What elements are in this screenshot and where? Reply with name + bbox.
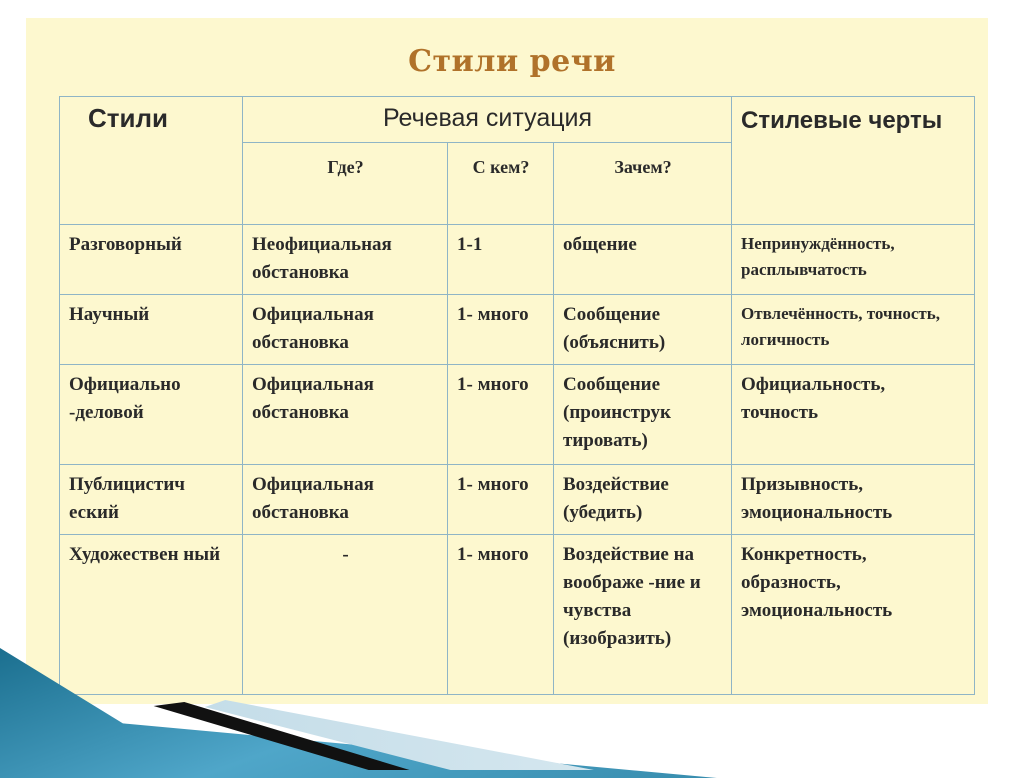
header-row	[60, 97, 975, 143]
row-with-whom: 1- много	[448, 535, 554, 695]
row-with-whom: 1- много	[448, 465, 554, 535]
row-why: Сообщение (проинструк тировать)	[554, 365, 732, 465]
row-features: Призывность, эмоциональность	[732, 465, 975, 535]
row-where: Неофициальная обстановка	[243, 225, 448, 295]
header-where: Где?	[243, 143, 448, 225]
header-why: Зачем?	[554, 143, 732, 225]
row-why: Воздействие (убедить)	[554, 465, 732, 535]
header-with-whom: С кем?	[448, 143, 554, 225]
row-style: Разговорный	[60, 225, 243, 295]
row-features: Официальность, точность	[732, 365, 975, 465]
row-with-whom: 1-1	[448, 225, 554, 295]
row-features: Непринуждённость, расплывчатость	[732, 225, 975, 295]
row-features: Отвлечённость, точность, логичность	[732, 295, 975, 365]
row-why: Воздействие на воображе -ние и чувства (изобразить)	[554, 535, 732, 695]
styles-table-wrapper	[59, 96, 975, 695]
slide-title: Стили речи	[408, 44, 616, 79]
row-where: Официальная обстановка	[243, 465, 448, 535]
table-row	[60, 365, 975, 465]
row-where: Официальная обстановка	[243, 295, 448, 365]
row-where: -	[243, 535, 448, 695]
table-row	[60, 465, 975, 535]
row-features: Конкретность, образность, эмоциональность	[732, 535, 975, 695]
styles-table	[59, 96, 975, 695]
header-situation: Речевая ситуация	[243, 97, 732, 143]
row-style: Научный	[60, 295, 243, 365]
table-row	[60, 535, 975, 695]
row-style: Официально -деловой	[60, 365, 243, 465]
header-features: Стилевые черты	[732, 97, 975, 225]
row-why: общение	[554, 225, 732, 295]
row-where: Официальная обстановка	[243, 365, 448, 465]
row-with-whom: 1- много	[448, 295, 554, 365]
row-style: Публицистич еский	[60, 465, 243, 535]
table-row	[60, 225, 975, 295]
header-styles: Стили	[60, 97, 243, 225]
row-why: Сообщение (объяснить)	[554, 295, 732, 365]
row-with-whom: 1- много	[448, 365, 554, 465]
table-row	[60, 295, 975, 365]
row-style: Художествен ный	[60, 535, 243, 695]
